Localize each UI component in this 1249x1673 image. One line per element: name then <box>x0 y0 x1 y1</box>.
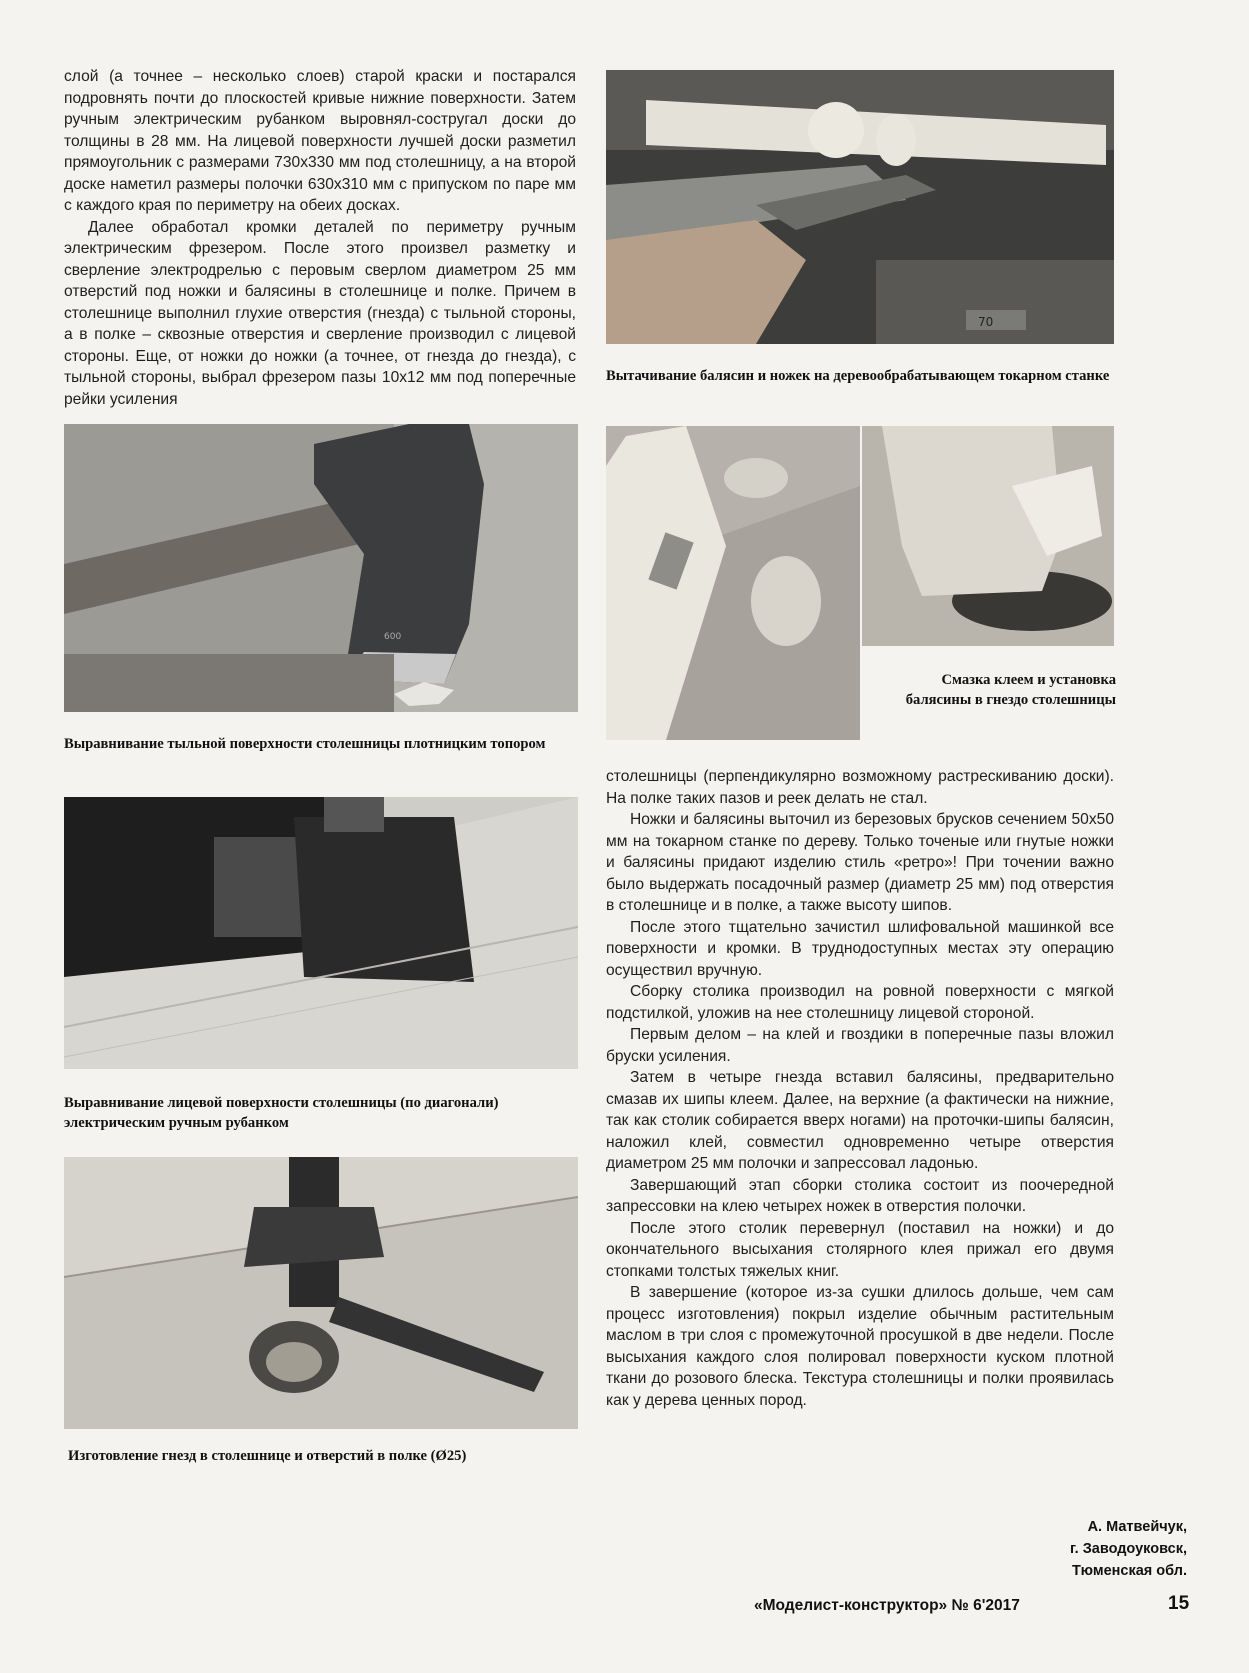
caption-axe: Выравнивание тыльной поверхности столешницы плотницким топором <box>64 736 546 752</box>
axe-mark: 600 <box>384 632 402 642</box>
left-column-text <box>64 66 576 410</box>
paragraph: столешницы (перпендикулярно возможному растрескиванию доски). На полке таких пазов и реек делать не стал. <box>606 768 1114 807</box>
paragraph: Сборку столика производил на ровной поверхности с мягкой подстилкой, уложив на нее столешницу лицевой стороной. <box>606 983 1114 1022</box>
caption-drill: Изготовление гнезд в столешнице и отверстий в полке (Ø25) <box>68 1448 467 1464</box>
photo-planer <box>64 797 578 1069</box>
photo-glue-right <box>862 426 1114 646</box>
paragraph: Первым делом – на клей и гвоздики в поперечные пазы вложил бруски усиления. <box>606 1026 1114 1065</box>
paragraph: Завершающий этап сборки столика состоит из поочередной запрессовки на клею четырех ножек в отверстия полочки. <box>606 1176 1114 1215</box>
photo-axe <box>64 424 578 712</box>
paragraph: После этого тщательно зачистил шлифовальной машинкой все поверхности и кромки. В труднодоступных местах эту операцию осуществил вручную. <box>606 918 1114 979</box>
right-column-text <box>606 766 1114 1411</box>
paragraph: слой (а точнее – несколько слоев) старой краски и постарался подровнять почти до плоскостей кривые нижние поверхности. Затем ручным электрическим рубанком выровнял-состругал доски до толщины в 28 мм. На лицевой поверхности лучшей доски разметил прямоугольник с размерами 730х330 мм под столешницу, а на второй доске наметил размеры полочки 630х310 мм с припуском по паре мм с каждого края по периметру на обеих досках. <box>64 68 576 214</box>
paragraph: Далее обработал кромки деталей по периметру ручным электрическим фрезером. После этого произвел разметку и сверление электродрелью с перовым сверлом диаметром 25 мм отверстий под ножки и балясины в столешнице и полке. Причем в столешнице выполнил глухие отверстия (гнезда) с тыльной стороны, а в полке – сквозные отверстия и сверление производил с лицевой стороны. Еще, от ножки до ножки (а точнее, от гнезда до гнезда), с тыльной стороны, выбрал фрезером пазы 10х12 мм под поперечные рейки усиления <box>64 218 576 408</box>
photo-lathe <box>606 70 1114 344</box>
paragraph: В завершение (которое из-за сушки длилось дольше, чем сам процесс изготовления) покрыл изделие обычным растительным маслом в три слоя с промежуточной просушкой в две недели. После высыхания каждого слоя полировал поверхности куском плотной ткани до розового блеска. Текстура столешницы и полки проявилась как у дерева ценных пород. <box>606 1284 1114 1409</box>
caption-planer: Выравнивание лицевой поверхности столешницы (по диагонали) электрическим ручным рубанком <box>64 1095 499 1131</box>
paragraph: После этого столик перевернул (поставил на ножки) и до окончательного высыхания столярного клея прижал его двумя стопками толстых тяжелых книг. <box>606 1219 1114 1280</box>
photo-glue-left <box>606 426 860 740</box>
author-city: г. Заводоуковск, <box>1070 1541 1187 1557</box>
page-number: 15 <box>1168 1593 1190 1614</box>
author-name: А. Матвейчук, <box>1087 1519 1187 1535</box>
author-region: Тюменская обл. <box>1072 1563 1187 1579</box>
author-signature <box>1070 1516 1187 1582</box>
lathe-mark: 70 <box>978 315 994 329</box>
paragraph: Ножки и балясины выточил из березовых брусков сечением 50х50 мм на токарном станке по дереву. Только точеные или гнутые ножки и балясины придают изделию стиль «ретро»! При точении важно было выдержать посадочный размер (диаметр 25 мм) под отверстия в столешнице и в полке, а также высоту шипов. <box>606 811 1114 914</box>
paragraph: Затем в четыре гнезда вставил балясины, предварительно смазав их шипы клеем. Далее, на верхние (а фактически на нижние, так как столик собирается вверх ногами) на проточки-шипы балясин, наложил клей, совместил одновременно четыре отверстия диаметром 25 мм полочки и запрессовал ладонью. <box>606 1069 1114 1172</box>
caption-lathe: Вытачивание балясин и ножек на деревообрабатывающем токарном станке <box>606 368 1110 384</box>
photo-drill <box>64 1157 578 1429</box>
magazine-title: «Моделист-конструктор» № 6'2017 <box>754 1597 1020 1614</box>
caption-glue: Смазка клеем и установка балясины в гнездо столешницы <box>905 672 1116 708</box>
